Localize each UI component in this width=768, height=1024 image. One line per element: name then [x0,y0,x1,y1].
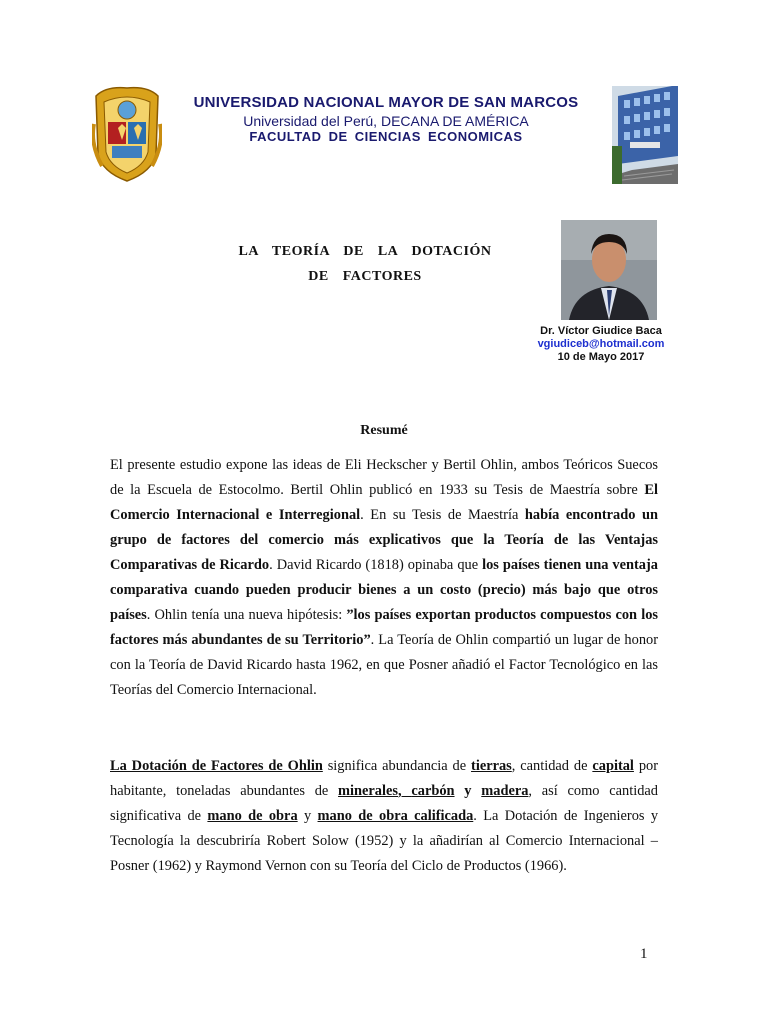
p2-term-carbon: carbón [411,783,455,799]
p1-text-2: . En su Tesis de Maestría [360,507,525,523]
faculty-name: FACULTAD DE CIENCIAS ECONOMICAS [249,129,523,144]
p1-text-5: . La Teoría de Ohlin compartió un lugar de honor con la Teoría de David Ricardo hasta 1962, en que Posner añadió el Factor Tecnológico en las Teorías del Comercio Internacional. [110,632,659,698]
author-portrait-photo [561,220,657,320]
p2-text-3: por habitante, toneladas abundantes de [110,758,659,799]
p2-term-minerales: minerales [338,783,398,799]
resume-paragraph-1 [110,453,658,703]
university-crest-image [92,84,162,184]
p2-term-tierras: tierras [471,758,512,774]
p1-bold-ricardo-claim: los países tienen una ventaja comparativa cuando pueden producir bienes a un costo (precio) más bajo que otros países [110,557,658,623]
p2-term-capital: capital [592,758,634,774]
p2-text-4: , así como cantidad significativa de [110,783,658,824]
p1-text-4: . Ohlin tenía una nueva hipótesis: [146,607,347,623]
author-email-link[interactable]: vgiudiceb@hotmail.com [537,338,665,350]
university-subtitle: Universidad del Perú, DECANA DE AMÉRICA [243,113,529,129]
faculty-building-photo [612,86,678,184]
p2-term-dotacion: La Dotación de Factores de Ohlin [110,758,323,774]
p2-text-1: significa abundancia de [322,758,472,774]
document-title-line-2: DE FACTORES [308,269,422,284]
resume-heading: Resumé [360,423,408,438]
p2-and-1: y [454,783,482,799]
p1-bold-ohlin-hypothesis: ”los países exportan productos compuestos con los factores más abundantes de su Territorio” [110,607,659,648]
p2-text-2: , cantidad de [511,758,593,774]
page-number: 1 [640,946,648,962]
p1-bold-book-title: El Comercio Internacional e Interregional [110,482,658,523]
p2-term-madera: madera [481,783,529,799]
p2-term-mano-de-obra: mano de obra [207,808,298,824]
p2-term-mano-calificada: mano de obra calificada [317,808,474,824]
p1-bold-thesis-finding: había encontrado un grupo de factores del comercio más explicativos que la Teoría de las Ventajas Comparativas de Ricardo [110,507,658,573]
document-date: 10 de Mayo 2017 [557,351,645,363]
p1-text-3: . David Ricardo (1818) opinaba que [269,557,483,573]
author-name: Dr. Víctor Giudice Baca [540,325,662,337]
p1-text-1: El presente estudio expone las ideas de Eli Heckscher y Bertil Ohlin, ambos Teóricos Suecos de la Escuela de Estocolmo. Bertil Ohlin publicó en 1933 su Tesis de Maestría sobre [110,457,658,498]
document-title-line-1: LA TEORÍA DE LA DOTACIÓN [238,244,492,259]
p2-and-2: y [297,808,318,824]
p2-text-5: . La Dotación de Ingenieros y Tecnología la descubriría Robert Solow (1952) y la añadirían al Comercio Internacional – Posner (1962) y Raymond Vernon con su Teoría del Ciclo de Productos (1966). [110,808,659,874]
resume-paragraph-2 [110,754,658,879]
p2-comma: , [398,783,412,799]
university-name: UNIVERSIDAD NACIONAL MAYOR DE SAN MARCOS [193,94,579,111]
